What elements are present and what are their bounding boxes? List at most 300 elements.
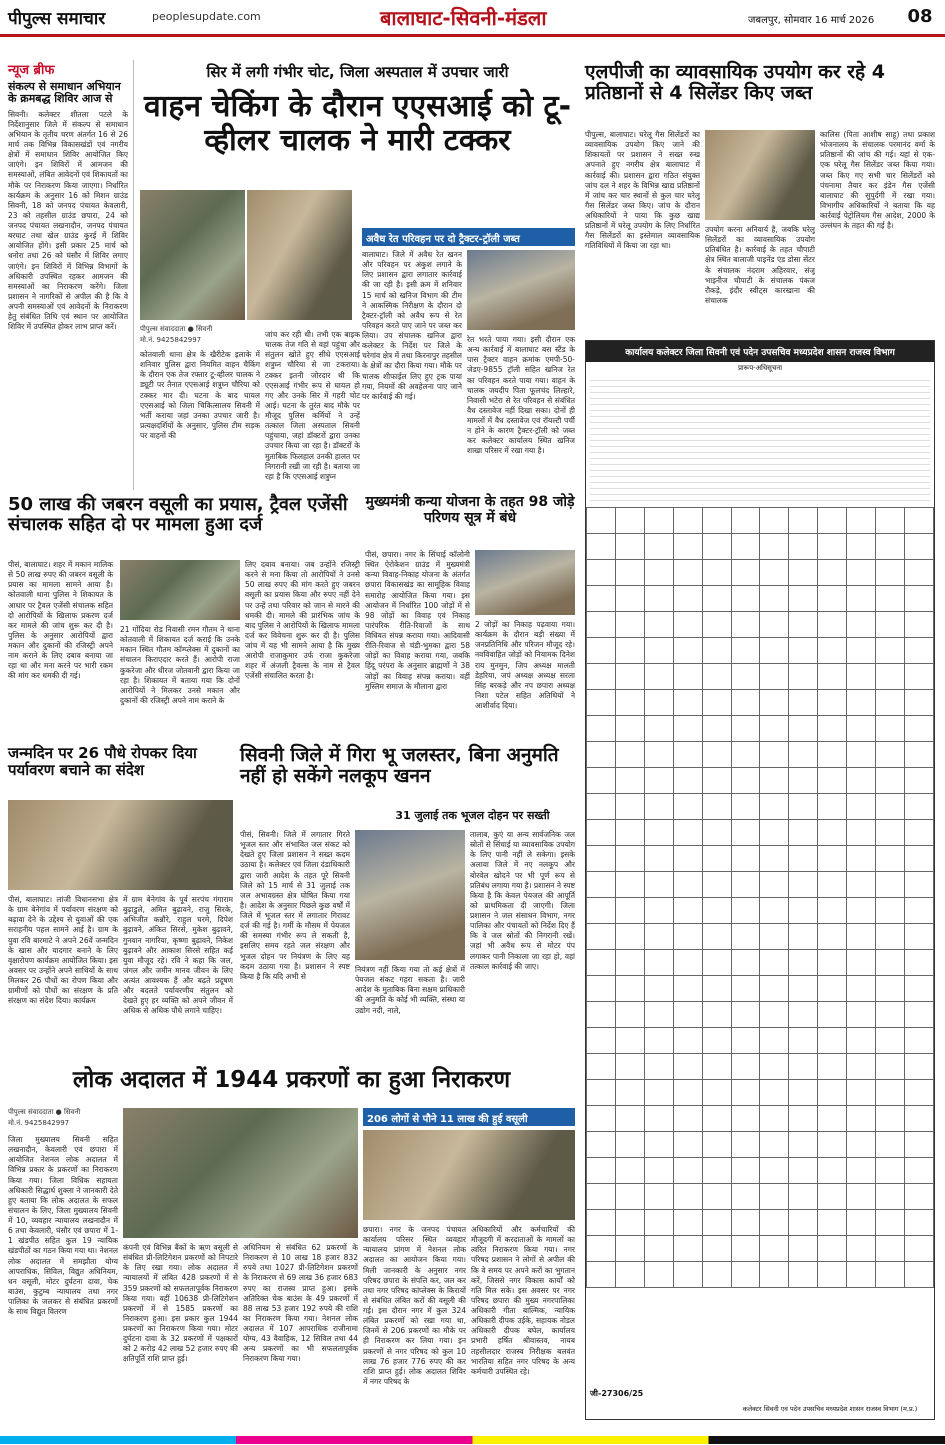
notice-table-cell — [876, 872, 905, 898]
story6-body-b: में ग्राम बेनेगांव के पूर्व सरपंच गंगाराम बुढ़ाडुले, अमित बुढ़ावने, राजु सिरके, अभिजीत कन्नौरे, राहुल घरमे, दिपेश बुढ़ावने, अंकित सिरसे, मुकेश बुढ़ावने, गुनवान नागरिया, कृष्णा बुढ़ावने, निकेश बुढ़ावने और आकाश सिरसे सहित कई युवा मौजूद रहे। रवि ने कहा कि जल, जंगल और जमीन मानव जीवन के लिए अत्यंत आवश्यक हैं और बढ़ते प्रदूषण और बदलते पर्यावरणीय संतुलन को देखते हुए हर व्यक्ति को अपने जीवन में अधिक से अधिक पौधे लगाने चाहिए। — [123, 895, 233, 1016]
notice-table-cell — [847, 508, 876, 534]
notice-table-cell — [818, 1106, 847, 1132]
notice-table-cell — [615, 1184, 644, 1210]
notice-table-cell — [731, 1158, 760, 1184]
notice-table-cell — [673, 1080, 702, 1106]
notice-table-cell — [760, 1158, 789, 1184]
notice-table-cell — [702, 1262, 731, 1288]
notice-table-cell — [587, 664, 616, 690]
notice-table-cell — [731, 924, 760, 950]
notice-table-cell — [818, 716, 847, 742]
notice-table-cell — [587, 872, 616, 898]
story4-photo — [120, 560, 240, 620]
notice-table-cell — [847, 846, 876, 872]
notice-table-cell — [587, 1184, 616, 1210]
notice-table-cell — [904, 560, 933, 586]
column-divider — [133, 60, 134, 490]
notice-table-cell — [847, 1236, 876, 1262]
notice-table-cell — [818, 768, 847, 794]
notice-table-row — [587, 1054, 934, 1080]
story2-body-a: बालाघाट। जिले में अवैध रेत खनन और परिवहन पर अंकुश लगाने के लिए प्रशासन द्वारा लगातार कार्रवाई की जा रही है। इसी क्रम में शनिवार 15 मार्च को खनिज विभाग की टीम ने आकस्मिक निरीक्षण के दौरान दो ट्रैक्टर-ट्रॉली को अवैध रूप से रेत परिवहन करते पाए जाने पर जब्त कर लिया। उप संचालक खनिज द्वारा कलेक्टर के निर्देश पर जिले के चरेगांव क्षेत्र में तथा किरनापुर तहसील के क्षेत्रों का दौरा किया गया। मौके पर चालक शीफाईल लिए हुए ट्रक पाया गया, नियमों की अवहेलना पाए जाने पर कार्रवाई की गई। — [362, 250, 462, 401]
notice-table-cell — [789, 664, 818, 690]
notice-table-cell — [673, 742, 702, 768]
notice-table-cell — [702, 898, 731, 924]
notice-table-cell — [847, 794, 876, 820]
notice-table-cell — [760, 1210, 789, 1236]
notice-table-row — [587, 924, 934, 950]
notice-table-cell — [789, 690, 818, 716]
notice-table-cell — [760, 1184, 789, 1210]
notice-table-cell — [615, 586, 644, 612]
notice-table-cell — [760, 898, 789, 924]
notice-table-cell — [876, 1054, 905, 1080]
notice-table-cell — [847, 1106, 876, 1132]
notice-table-row — [587, 794, 934, 820]
notice-table-cell — [789, 612, 818, 638]
notice-table-cell — [818, 1080, 847, 1106]
notice-table-cell — [615, 1262, 644, 1288]
story7-body-a: पीसं, सिवनी। जिले में लगातार गिरते भूजल स्तर और संभावित जल संकट को देखते हुए जिला प्रशासन ने सख्त कदम उठाया है। कलेक्टर एवं जिला दंडाधिकारी द्वारा जारी आदेश के तहत पूरे सिवनी जिले को 15 मार्च से 31 जुलाई तक जल अभावग्रस्त क्षेत्र घोषित किया गया है। आदेश के अनुसार पिछले कुछ वर्षों में जिले में भूजल स्तर में लगातार गिरावट दर्ज की गई है। गर्मी के मौसम में पेयजल की समस्या गंभीर रूप ले सकती है, इसलिए समय रहते जल संरक्षण और भूजल दोहन पर नियंत्रण के लिए यह कदम उठाया गया है। प्रशासन ने स्पष्ट किया है कि यदि अभी से — [240, 830, 350, 981]
notice-preamble — [590, 375, 930, 505]
notice-table-cell — [615, 898, 644, 924]
notice-table-cell — [847, 1210, 876, 1236]
notice-table-cell — [702, 1080, 731, 1106]
story5-body-a: पीसं, छपारा। नगर के सिंचाई कॉलोनी स्थित ऐरोकेशन ग्राउंड में मुख्यमंत्री कन्या विवाह-निकाह योजना के अंतर्गत छपारा विकासखंड का सामूहिक विवाह समारोह आयोजित किया गया। इस आयोजन में निर्धारित 100 जोड़ों में से 98 जोड़ों का विवाह एवं निकाह पारंपरिक रीति-रिवाजों के साथ विधिवत संपन्न कराया गया। आदिवासी रीति-रिवाज से चंडी-भुमका द्वारा 58 जोड़ों का विवाह कराया गया, जबकि हिंदू परंपरा के अनुसार ब्राह्मणों ने 38 जोड़ों का विवाह संपन्न कराया। वहीं मुस्लिम समाज के मौलाना द्वारा — [365, 550, 470, 691]
notice-table-cell — [587, 976, 616, 1002]
notice-table-cell — [615, 1158, 644, 1184]
notice-table-cell — [615, 1236, 644, 1262]
notice-table-cell — [876, 1106, 905, 1132]
notice-table-cell — [673, 716, 702, 742]
notice-table-cell — [847, 612, 876, 638]
notice-table-cell — [818, 664, 847, 690]
story2-photo-tractor — [467, 250, 575, 330]
notice-table-cell — [789, 1262, 818, 1288]
notice-table-cell — [760, 1106, 789, 1132]
notice-table-cell — [615, 794, 644, 820]
notice-table-cell — [644, 664, 673, 690]
notice-table-cell — [789, 1132, 818, 1158]
notice-table-cell — [760, 586, 789, 612]
story5-body-b: 2 जोड़ों का निकाह पढ़वाया गया। कार्यक्रम के दौरान बड़ी संख्या में जनप्रतिनिधि और परिजन मौजूद रहे। नवविवाहित जोड़ों को नियामक दिनेश राय मुनमुन, जिप अध्यक्ष मालती डेहरिया, जपं अध्यक्ष अध्यक्ष सरला सिंह बरकड़े और नप छपारा अध्यक्ष निशा पटेल सहित अतिथियों ने आशीर्वाद दिया। — [475, 620, 575, 710]
notice-table-cell — [731, 898, 760, 924]
notice-table-cell — [673, 846, 702, 872]
notice-table-cell — [615, 534, 644, 560]
site-url[interactable]: peoplesupdate.com — [152, 10, 261, 23]
notice-table-cell — [760, 690, 789, 716]
notice-table-cell — [731, 1002, 760, 1028]
notice-table-cell — [847, 1002, 876, 1028]
notice-table-cell — [876, 508, 905, 534]
notice-table-cell — [644, 924, 673, 950]
notice-table-cell — [644, 716, 673, 742]
notice-table-cell — [702, 872, 731, 898]
notice-table-cell — [789, 924, 818, 950]
notice-table-cell — [702, 534, 731, 560]
notice-table-cell — [904, 716, 933, 742]
notice-table-cell — [818, 534, 847, 560]
notice-table-cell — [876, 976, 905, 1002]
notice-table-cell — [587, 742, 616, 768]
notice-table-cell — [702, 1158, 731, 1184]
notice-table-cell — [847, 586, 876, 612]
notice-table-row — [587, 534, 934, 560]
notice-table-cell — [673, 1028, 702, 1054]
notice-table-row — [587, 768, 934, 794]
story3-body-c: कालिस (पिता आशीष साहू) तथा प्रकाश भोजनालय के संचालक परमानंद वर्मा के प्रतिष्ठानों की जांच की गई। यहां से एक-एक घरेलू गैस सिलेंडर जब्त किया गया। जब्त किए गए सभी चार सिलेंडरों को पंचनामा तैयार कर इंडेन गैस एजेंसी बालाघाट की सुपुर्दगी में रखा गया। विभागीय अधिकारियों ने बताया कि यह कार्रवाई पेट्रोलियम गैस आदेश, 2000 के उल्लंघन के तहत की गई है। — [820, 130, 935, 231]
story3-photo — [705, 130, 815, 220]
notice-table-cell — [789, 820, 818, 846]
notice-table-cell — [818, 508, 847, 534]
notice-table-cell — [615, 638, 644, 664]
notice-table-cell — [904, 1080, 933, 1106]
notice-table-cell — [615, 560, 644, 586]
news-brief-label: न्यूज ब्रीफ — [8, 63, 55, 78]
notice-table-cell — [702, 690, 731, 716]
notice-table-cell — [615, 1028, 644, 1054]
notice-table-cell — [587, 898, 616, 924]
notice-table-cell — [731, 846, 760, 872]
notice-table-cell — [789, 976, 818, 1002]
notice-table-cell — [760, 638, 789, 664]
notice-table-cell — [615, 716, 644, 742]
notice-table-cell — [587, 612, 616, 638]
notice-table-cell — [904, 1158, 933, 1184]
notice-subtitle: प्रारूप-अधिसूचना — [737, 364, 783, 372]
notice-table-cell — [702, 976, 731, 1002]
notice-table-cell — [673, 1106, 702, 1132]
notice-table-cell — [789, 950, 818, 976]
notice-table-cell — [760, 560, 789, 586]
notice-table-cell — [673, 638, 702, 664]
notice-table-cell — [731, 1236, 760, 1262]
notice-table-cell — [789, 1054, 818, 1080]
story8-phone: मो.नं. 9425842997 — [8, 1119, 70, 1127]
story9-body-a: छपारा। नगर के जनपद पंचायत कार्यालय परिसर स्थित व्यवहार न्यायालय प्रांगण में नेशनल लोक अदालत का आयोजन किया गया। मिली जानकारी के अनुसार नगर परिषद छपारा के संपत्ति कर, जल कर तथा नगर परिषद कांप्लेक्स के किरायों से संबंधित लंबित करों की वसूली की गई। इस दौरान नगर में कुल 324 लंबित प्रकरणों को रखा गया था, जिनमें से 206 प्रकरणों का मौके पर ही निराकरण कर लिया गया। इन प्रकरणों से नगर परिषद को कुल 10 लाख 76 हजार 776 रुपए की कर राशि प्राप्त हुई। लोक अदालत शिविर में नगर परिषद के — [363, 1225, 466, 1386]
notice-table-cell — [760, 716, 789, 742]
notice-table-cell — [615, 976, 644, 1002]
notice-table-cell — [818, 1262, 847, 1288]
notice-table-cell — [818, 846, 847, 872]
notice-table-cell — [847, 638, 876, 664]
story7-headline: सिवनी जिले में गिरा भू जलस्तर, बिना अनुमति नहीं हो सकेंगे नलकूप खनन — [240, 744, 559, 788]
story1-photo-patient — [140, 190, 245, 320]
notice-table-row — [587, 872, 934, 898]
notice-table-cell — [673, 560, 702, 586]
notice-table-cell — [731, 586, 760, 612]
notice-table-cell — [731, 742, 760, 768]
notice-table-row — [587, 508, 934, 534]
notice-table-cell — [702, 1054, 731, 1080]
notice-table-cell — [702, 950, 731, 976]
notice-table-cell — [673, 820, 702, 846]
notice-table-cell — [818, 1002, 847, 1028]
notice-table-cell — [904, 1184, 933, 1210]
notice-table-cell — [760, 1002, 789, 1028]
story7-photo-handpump — [355, 830, 465, 960]
notice-table-row — [587, 1262, 934, 1288]
notice-table-cell — [904, 924, 933, 950]
notice-table-cell — [847, 1054, 876, 1080]
notice-table-cell — [876, 1002, 905, 1028]
story5-photo — [475, 550, 575, 615]
notice-table — [586, 507, 934, 1288]
story7-body-b: नियंत्रण नहीं किया गया तो कई क्षेत्रों में पेयजल संकट गहरा सकता है। जारी आदेश के मुताबिक बिना सक्षम प्राधिकारी की अनुमति के कोई भी व्यक्ति, संस्था या उद्योग नदी, नाले, — [355, 965, 465, 1015]
notice-table-cell — [673, 586, 702, 612]
notice-table-cell — [702, 1028, 731, 1054]
story3-body-a: पीपुल्स, बालाघाट। घरेलू गैस सिलेंडरों का व्यावसायिक उपयोग किए जाने की शिकायतों पर प्रशासन ने सख्त रुख अपनाते हुए नगरीय क्षेत्र बालाघाट में कार्रवाई की। प्रशासन द्वारा गठित संयुक्त जांच दल ने शहर के विभिन्न खाद्य प्रतिष्ठानों में जांच कर चार स्थानों से कुल चार घरेलू गैस सिलेंडर जब्त किए। जांच के दौरान अधिकारियों ने पाया कि कुछ खाद्य प्रतिष्ठानों में घरेलू उपयोग के लिए निर्धारित गैस सिलेंडरों का इस्तेमाल व्यावसायिक गतिविधियों में किया जा रहा था। — [585, 130, 700, 251]
notice-table-cell — [644, 794, 673, 820]
notice-table-cell — [644, 976, 673, 1002]
notice-table-cell — [789, 898, 818, 924]
notice-table-row — [587, 742, 934, 768]
notice-table-cell — [644, 508, 673, 534]
notice-table-cell — [789, 560, 818, 586]
notice-table-cell — [731, 560, 760, 586]
notice-table-cell — [673, 976, 702, 1002]
notice-table-cell — [673, 898, 702, 924]
notice-table-cell — [789, 1236, 818, 1262]
notice-table-cell — [673, 1158, 702, 1184]
story1-headline: वाहन चेकिंग के दौरान एएसआई को टू-व्हीलर चालक ने मारी टक्कर — [143, 89, 572, 158]
notice-table-cell — [673, 1054, 702, 1080]
notice-table-cell — [789, 1106, 818, 1132]
story9-body-b: अधिकारियों और कर्मचारियों की मौजूदगी में करदाताओं के मामलों का त्वरित निराकरण किया गया। नगर परिषद प्रशासन ने लोगों से अपील की कि वे समय पर अपने करों का भुगतान करें, जिससे नगर विकास कार्यों को गति मिल सके। इस अवसर पर नगर परिषद छपारा की मुख्य नगरपालिका अधिकारी गीता बाल्मिक, न्यायिक अधिकारी दीपक उईके, सहायक नोडल अधिकारी दीपक बघेल, कार्यालय प्रभारी हर्षित श्रीवास्तव, नायब तहसीलदार राजस्व निरीक्षक बलवंत भारतिया सहित नगर परिषद के अन्य कर्मचारी उपस्थित रहे। — [471, 1225, 575, 1376]
notice-table-row — [587, 690, 934, 716]
notice-table-cell — [876, 768, 905, 794]
notice-table-cell — [876, 742, 905, 768]
notice-table-cell — [847, 1080, 876, 1106]
notice-table-cell — [644, 768, 673, 794]
notice-table-row — [587, 1236, 934, 1262]
story8-headline: लोक अदालत में 1944 प्रकरणों का हुआ निराकरण — [72, 1067, 511, 1093]
notice-table-cell — [847, 950, 876, 976]
notice-table-cell — [702, 1236, 731, 1262]
notice-table-cell — [615, 820, 644, 846]
notice-table-cell — [904, 794, 933, 820]
notice-table-cell — [615, 1106, 644, 1132]
notice-table-cell — [644, 846, 673, 872]
notice-table-cell — [702, 508, 731, 534]
notice-table-cell — [876, 794, 905, 820]
notice-table-cell — [615, 950, 644, 976]
notice-table-cell — [904, 664, 933, 690]
notice-table-cell — [731, 1080, 760, 1106]
notice-table-cell — [673, 794, 702, 820]
notice-table-cell — [615, 872, 644, 898]
notice-table-cell — [673, 1184, 702, 1210]
notice-table-cell — [818, 1236, 847, 1262]
notice-footer: जी-27306/25 — [590, 1389, 644, 1398]
notice-table-cell — [760, 742, 789, 768]
notice-table-cell — [731, 872, 760, 898]
notice-table-cell — [904, 534, 933, 560]
notice-table-cell — [760, 508, 789, 534]
story8-byline: पीपुल्स संवाददाता ● सिवनी — [8, 1108, 81, 1116]
notice-table-cell — [904, 508, 933, 534]
notice-table-cell — [789, 1080, 818, 1106]
notice-table-cell — [702, 1002, 731, 1028]
notice-table-cell — [587, 560, 616, 586]
notice-table-cell — [760, 534, 789, 560]
notice-table-cell — [731, 612, 760, 638]
news-brief-title: संकल्प से समाधान अभियान के क्रमबद्ध शिविर आज से — [8, 80, 121, 106]
notice-table-cell — [760, 664, 789, 690]
notice-table-cell — [818, 976, 847, 1002]
notice-table-cell — [731, 1054, 760, 1080]
notice-table-cell — [904, 976, 933, 1002]
notice-table-cell — [847, 924, 876, 950]
notice-table-cell — [615, 924, 644, 950]
notice-table-cell — [818, 872, 847, 898]
notice-table-cell — [760, 794, 789, 820]
notice-table-cell — [847, 1184, 876, 1210]
govt-notice — [585, 340, 935, 1420]
notice-table-cell — [702, 664, 731, 690]
story1-body-b: जांच कर रही थी। तभी एक बाइक चालक तेज गति से वहां पहुंचा और संतुलन खोते हुए सीधे एएसआई शत्रुघ्न चौरिया से जा टकराया। टक्कर इतनी जोरदार थी कि एएसआई गंभीर रूप से घायल हो गए और उनके सिर में गहरी चोट आई। घटना के तुरंत बाद मौके पर मौजूद पुलिस कर्मियों ने उन्हें तत्काल जिला अस्पताल सिवनी पहुंचाया, जहां डॉक्टरों द्वारा उनका उपचार किया जा रहा है। डॉक्टरों के मुताबिक फिलहाल उनकी हालत पर निगरानी रखी जा रही है। बताया जा रहा है कि एएसआई शत्रुघ्न — [265, 330, 360, 481]
notice-table-cell — [789, 508, 818, 534]
notice-table-cell — [847, 898, 876, 924]
notice-table-row — [587, 612, 934, 638]
notice-table-cell — [789, 1158, 818, 1184]
notice-table-cell — [644, 690, 673, 716]
story4-body-a: पीसं, बालाघाट। शहर में मकान मालिक से 50 लाख रुपए की जबरन वसूली के प्रयास का मामला सामने आया है। कोतवाली थाना पुलिस ने शिकायत के आधार पर ट्रैवल एजेंसी संचालक सहित दो आरोपियों के खिलाफ प्रकरण दर्ज कर मामले की जांच शुरू कर दी है। पुलिस के अनुसार आरोपियों द्वारा मकान और दुकानों की रजिस्ट्री अपने नाम कराने के लिए दबाव बनाया जा रहा था और मना करने पर भारी रकम की मांग कर धमकी दी गई। — [8, 560, 113, 681]
notice-table-cell — [615, 768, 644, 794]
notice-table-cell — [818, 1028, 847, 1054]
notice-table-row — [587, 950, 934, 976]
notice-table-cell — [818, 1184, 847, 1210]
notice-table-cell — [731, 950, 760, 976]
notice-table-row — [587, 976, 934, 1002]
notice-table-cell — [644, 586, 673, 612]
notice-table-row — [587, 560, 934, 586]
notice-table-cell — [731, 664, 760, 690]
notice-table-row — [587, 1210, 934, 1236]
newspaper-logo: पीपुल्स समाचार — [8, 9, 106, 29]
notice-table-cell — [904, 612, 933, 638]
notice-table-cell — [789, 768, 818, 794]
story1-phone: मो.नं. 9425842997 — [140, 336, 202, 344]
story4-headline: 50 लाख की जबरन वसूली का प्रयास, ट्रैवल एजेंसी संचालक सहित दो पर मामला हुआ दर्ज — [8, 494, 348, 536]
notice-table-cell — [731, 534, 760, 560]
notice-table-cell — [587, 768, 616, 794]
notice-table-cell — [702, 638, 731, 664]
notice-table-cell — [587, 794, 616, 820]
notice-table-cell — [760, 924, 789, 950]
notice-table-cell — [615, 664, 644, 690]
notice-table-cell — [587, 1106, 616, 1132]
story1-body-a: कोतवाली थाना क्षेत्र के खैरीटेक इलाके में शनिवार पुलिस द्वारा नियमित वाहन चैकिंग के दौरान एक तेज रफ्तार टू-व्हीलर चालक ने ड्यूटी पर तैनात एएसआई शत्रुघ्न चौरिया को टक्कर मार दी। घटना के बाद घायल एएसआई को जिला चिकित्सालय सिवनी में भर्ती कराया जहां उनका उपचार जारी है। प्रत्यक्षदर्शियों के अनुसार, पुलिस टीम सड़क पर वाहनों की — [140, 350, 260, 440]
notice-table-cell — [847, 560, 876, 586]
story7-kicker: 31 जुलाई तक भूजल दोहन पर सख्ती — [395, 809, 550, 822]
print-color-bar — [0, 1436, 945, 1444]
notice-table-cell — [673, 612, 702, 638]
notice-table-cell — [615, 1210, 644, 1236]
edition-date: जबलपुर, सोमवार 16 मार्च 2026 — [748, 15, 875, 26]
notice-table-cell — [702, 768, 731, 794]
notice-table-cell — [760, 612, 789, 638]
notice-table-cell — [673, 508, 702, 534]
notice-table-cell — [587, 1158, 616, 1184]
story9-photo — [363, 1130, 575, 1220]
notice-table-cell — [789, 794, 818, 820]
notice-table-cell — [876, 1184, 905, 1210]
notice-table-cell — [847, 742, 876, 768]
notice-table-cell — [847, 1262, 876, 1288]
story4-body-c: लिए दबाव बनाया। जब उन्होंने रजिस्ट्री करने से मना किया तो आरोपियों ने उनसे 50 लाख रुपए की मांग करते हुए जबरन वसूली का प्रयास किया और रुपए नहीं देने पर उन्हें तथा परिवार को जान से मारने की धमकी दी। मामले की प्रारंभिक जांच के बाद पुलिस ने आरोपियों के खिलाफ मामला दर्ज कर विवेचना शुरू कर दी है। पुलिस जांच में यह भी सामने आया है कि मुख्य आरोपी राजाकुमार उर्फ राजा कुकरेजा शहर में अंजली ट्रैवल्स के नाम से ट्रैवल एजेंसी संचालित करता है। — [245, 560, 360, 681]
notice-table-cell — [673, 768, 702, 794]
notice-signer: कलेक्टर सिवनी एवं पदेन उपसचिव मध्यप्रदेश शासन राजस्व विभाग (म.प्र.) — [742, 1405, 918, 1413]
notice-table-cell — [615, 508, 644, 534]
notice-table-cell — [587, 1028, 616, 1054]
notice-table-cell — [587, 1262, 616, 1288]
notice-table-cell — [818, 950, 847, 976]
notice-table-cell — [876, 846, 905, 872]
notice-table-cell — [731, 1210, 760, 1236]
notice-table-cell — [731, 1028, 760, 1054]
notice-table-cell — [615, 1080, 644, 1106]
story6-headline: जन्मदिन पर 26 पौधे रोपकर दिया पर्यावरण बचाने का संदेश — [8, 744, 197, 779]
notice-table-cell — [904, 1028, 933, 1054]
notice-table-cell — [702, 820, 731, 846]
notice-table-cell — [615, 690, 644, 716]
notice-table-cell — [644, 1184, 673, 1210]
notice-table-cell — [876, 1158, 905, 1184]
notice-table-cell — [904, 1210, 933, 1236]
notice-table-cell — [760, 1132, 789, 1158]
story8-body-b: कंपनी एवं विभिन्न बैंकों के ऋण वसूली से संबंधित प्री-लिटिगेशन प्रकरणों को निपटारे के लिए रखा गया। लोक अदालत में न्यायालयों में लंबित 428 प्रकरणों में से 359 प्रकरणों को सफलतापूर्वक निराकरण किया गया। वहीं 10638 प्री-लिटिगेशन प्रकरणों में से 1585 प्रकरणों का निराकरण हुआ। इस प्रकार कुल 1944 प्रकरणों का निराकरण किया गया। मोटर दुर्घटना दावा के 32 प्रकरणों में पक्षकारों को 2 करोड़ 42 लाख 52 हजार रुपए की क्षतिपूर्ति राशि प्राप्त हुई। — [123, 1243, 238, 1364]
notice-table-cell — [587, 586, 616, 612]
notice-table-cell — [760, 872, 789, 898]
notice-table-cell — [876, 534, 905, 560]
notice-table-cell — [904, 586, 933, 612]
notice-table-cell — [818, 690, 847, 716]
notice-table-row — [587, 1002, 934, 1028]
notice-table-cell — [876, 690, 905, 716]
notice-table-cell — [847, 1028, 876, 1054]
notice-table-row — [587, 1158, 934, 1184]
notice-table-cell — [644, 1002, 673, 1028]
notice-table-cell — [904, 1132, 933, 1158]
notice-table-cell — [702, 1132, 731, 1158]
story5-headline: मुख्यमंत्री कन्या योजना के तहत 98 जोड़े परिणय सूत्र में बंधे — [365, 494, 575, 526]
notice-table-cell — [673, 924, 702, 950]
notice-table-cell — [789, 1028, 818, 1054]
notice-table-cell — [876, 1210, 905, 1236]
story8-body-c: अधिनियम से संबंधित 62 प्रकरणों के निराकरण से 10 लाख 18 हजार 832 रुपये तथा 1027 प्री-लिटिगेशन प्रकरणों के निराकरण से 69 लाख 36 हजार 683 रुपए का राजस्व प्राप्त हुआ। इसके अतिरिक्त चेक बाउंस के 49 प्रकरणों में 88 लाख 53 हजार 192 रुपये की राशि का निराकरण किया गया। नेशनल लोक अदालत में 107 आपराधिक राजीनामा योग्य, 43 वैवाहिक, 12 सिविल तथा 44 अन्य प्रकरणों का भी सफलतापूर्वक निराकरण किया गया। — [243, 1243, 358, 1364]
notice-table-cell — [789, 872, 818, 898]
notice-table-cell — [904, 768, 933, 794]
notice-table-cell — [818, 638, 847, 664]
notice-table-cell — [876, 664, 905, 690]
notice-table-cell — [847, 1132, 876, 1158]
notice-table-row — [587, 1080, 934, 1106]
notice-table-cell — [847, 820, 876, 846]
notice-table-cell — [876, 898, 905, 924]
notice-table-cell — [904, 1236, 933, 1262]
story2-body-b: रेत भरते पाया गया। इसी दौरान एक अन्य कार्रवाई में बालाघाट बस स्टैंड के पास ट्रैक्टर वाहन क्रमांक एमपी-50-जेडए-9855 ट्रॉली सहित खनिज रेत का परिवहन करते पाया गया। वाहन के चालक जयदीप पिता फूलचंद लिल्हारे, निवासी भटेरा से रेत परिवहन से संबंधित वैध दस्तावेज नहीं दिखा सका। दोनों ही मामलों में वैध दस्तावेज एवं रॉयल्टी पर्ची न होने के कारण ट्रैक्टर-ट्रॉली को जब्त कर कलेक्टर कार्यालय स्थित खनिज शाखा परिसर में रखा गया है। — [467, 335, 575, 456]
notice-table-cell — [760, 846, 789, 872]
notice-table-cell — [818, 560, 847, 586]
notice-table-row — [587, 1028, 934, 1054]
notice-table-cell — [876, 1236, 905, 1262]
notice-table-cell — [702, 924, 731, 950]
notice-table-cell — [644, 612, 673, 638]
notice-table-cell — [818, 586, 847, 612]
notice-table-cell — [731, 1106, 760, 1132]
notice-table-cell — [644, 534, 673, 560]
notice-table-cell — [904, 742, 933, 768]
